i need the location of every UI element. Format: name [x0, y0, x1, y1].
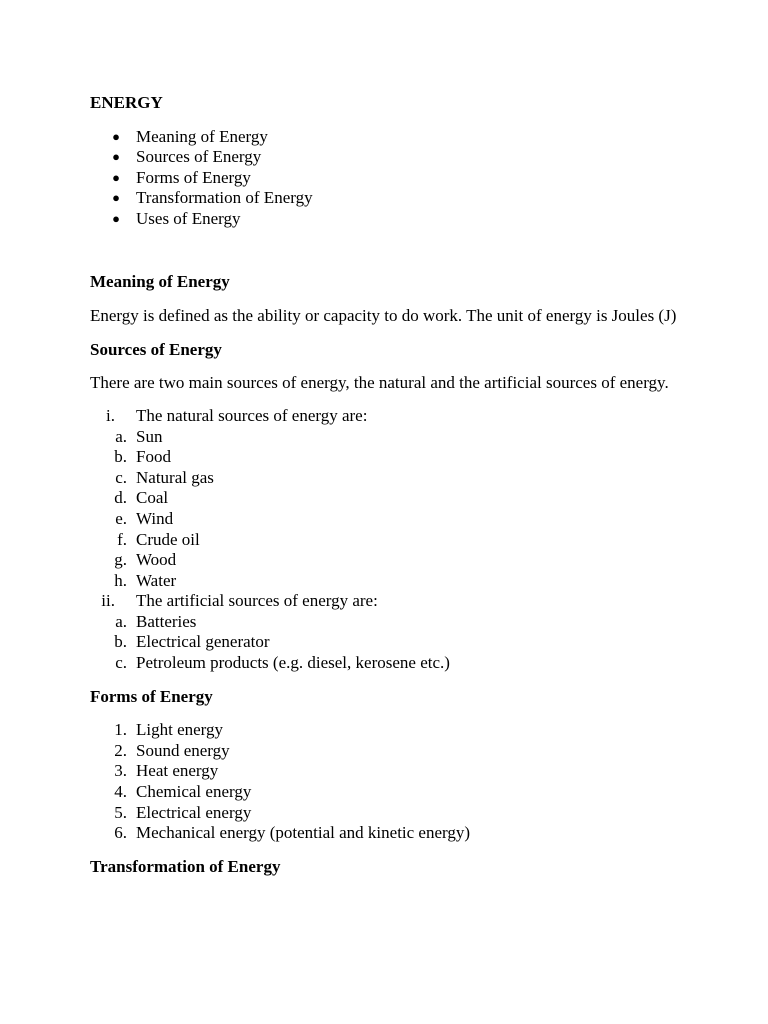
list-item-text: Wind [136, 508, 174, 528]
list-marker: g. [114, 550, 127, 570]
list-item [90, 653, 690, 674]
list-marker: ii. [101, 591, 115, 611]
sources-heading: Sources of Energy [90, 339, 222, 359]
list-item [90, 612, 690, 633]
list-item-text: Sun [136, 426, 163, 446]
list-marker: a. [115, 426, 127, 446]
outline-item-text: Sources of Energy [136, 147, 262, 167]
list-item [90, 741, 690, 762]
list-marker: a. [115, 611, 127, 631]
document-title: ENERGY [90, 93, 163, 112]
list-item-text: Heat energy [136, 761, 219, 781]
outline-item [90, 209, 690, 230]
bullet-icon: ● [112, 169, 120, 185]
list-item-text: Mechanical energy (potential and kinetic energy) [136, 823, 471, 843]
list-item [90, 427, 690, 448]
list-item [90, 530, 690, 551]
list-item-text: Crude oil [136, 529, 200, 549]
natural-sources-label: The natural sources of energy are: [136, 405, 368, 425]
outline-item [90, 168, 690, 189]
list-item-text: Wood [136, 550, 177, 570]
list-marker: f. [117, 529, 127, 549]
bullet-icon: ● [112, 210, 120, 226]
list-marker: 4. [114, 782, 127, 802]
list-marker: 3. [114, 761, 127, 781]
outline-item-text: Meaning of Energy [136, 126, 268, 146]
transformation-heading: Transformation of Energy [90, 856, 281, 876]
sources-intro-paragraph: There are two main sources of energy, the natural and the artificial sources of energy. [90, 373, 669, 393]
list-item [90, 468, 690, 489]
list-item [90, 720, 690, 741]
list-item [90, 550, 690, 571]
list-item-text: Batteries [136, 611, 197, 631]
document-body [90, 93, 690, 877]
outline-item-text: Uses of Energy [136, 208, 241, 228]
list-item-text: Chemical energy [136, 782, 252, 802]
list-item-text: Sound energy [136, 740, 230, 760]
outline-item [90, 188, 690, 209]
list-item [90, 571, 690, 592]
list-marker: 5. [114, 802, 127, 822]
natural-sources-item [90, 406, 690, 427]
list-item-text: Coal [136, 488, 169, 508]
list-marker: c. [115, 653, 127, 673]
list-item-text: Food [136, 447, 171, 467]
list-marker: 6. [114, 823, 127, 843]
meaning-heading: Meaning of Energy [90, 271, 230, 291]
list-marker: c. [115, 467, 127, 487]
outline-list [90, 127, 690, 230]
artificial-sources-item [90, 591, 690, 612]
bullet-icon: ● [112, 149, 120, 165]
list-marker: h. [114, 570, 127, 590]
list-item [90, 509, 690, 530]
list-item [90, 823, 690, 844]
list-item-text: Petroleum products (e.g. diesel, kerosene etc.) [136, 653, 450, 673]
artificial-sources-label: The artificial sources of energy are: [136, 591, 378, 611]
bullet-icon: ● [112, 128, 120, 144]
list-item-text: Electrical generator [136, 632, 270, 652]
list-item-text: Electrical energy [136, 802, 252, 822]
list-item-text: Natural gas [136, 467, 214, 487]
list-item [90, 447, 690, 468]
outline-item-text: Forms of Energy [136, 167, 251, 187]
meaning-paragraph: Energy is defined as the ability or capacity to do work. The unit of energy is Joules (J) [90, 306, 677, 326]
sources-list [90, 406, 690, 674]
forms-heading: Forms of Energy [90, 686, 213, 706]
list-item [90, 782, 690, 803]
list-item [90, 632, 690, 653]
list-item [90, 803, 690, 824]
list-marker: 1. [114, 720, 127, 740]
outline-item-text: Transformation of Energy [136, 188, 313, 208]
list-item [90, 488, 690, 509]
list-marker: b. [114, 447, 127, 467]
list-marker: e. [115, 508, 127, 528]
list-item [90, 761, 690, 782]
list-marker: 2. [114, 740, 127, 760]
forms-list [90, 720, 690, 844]
list-marker: d. [114, 488, 127, 508]
list-marker: b. [114, 632, 127, 652]
outline-item [90, 147, 690, 168]
list-item-text: Water [136, 570, 177, 590]
bullet-icon: ● [112, 190, 120, 206]
list-item-text: Light energy [136, 720, 224, 740]
outline-item [90, 127, 690, 148]
list-marker: i. [106, 405, 115, 425]
